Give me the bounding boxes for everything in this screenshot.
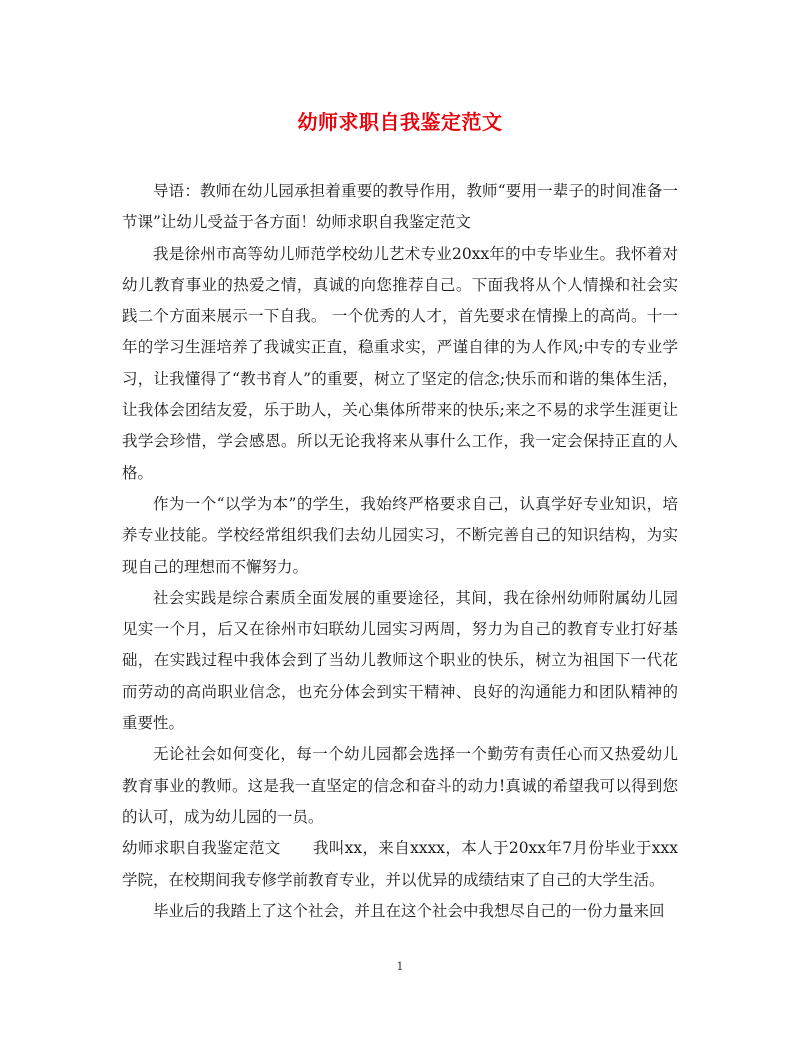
second-section-intro: 我叫xx，来自xxxx，本人于20xx年7月份毕业于xxx学院，在校期间我专修学前教育专业，并以优异的成绩结束了自己的大学生活。 [122, 839, 678, 889]
body-paragraph: 无论社会如何变化，每一个幼儿园都会选择一个勤劳有责任心而又热爱幼儿教育事业的教师。这是我一直坚定的信念和奋斗的动力!真诚的希望我可以得到您的认可，成为幼儿园的一员。 [122, 745, 678, 826]
body-paragraph: 毕业后的我踏上了这个社会，并且在这个社会中我想尽自己的一份力量来回 [153, 901, 665, 920]
document-body [122, 176, 678, 927]
second-section-paragraph [122, 833, 678, 896]
body-paragraph: 社会实践是综合素质全面发展的重要途径，其间，我在徐州幼师附属幼儿园见实一个月，后又在徐州市妇联幼儿园实习两周，努力为自己的教育专业打好基础，在实践过程中我体会到了当幼儿教师这个职业的快乐，树立为祖国下一代花而劳动的高尚职业信念，也充分体会到实干精神、良好的沟通能力和团队精神的重要性。 [122, 588, 678, 733]
page-number: 1 [396, 960, 404, 973]
intro-paragraph: 导语：教师在幼儿园承担着重要的教导作用，教师“要用一辈子的时间准备一节课”让幼儿受益于各方面！幼师求职自我鉴定范文 [122, 182, 678, 232]
body-paragraph: 我是徐州市高等幼儿师范学校幼儿艺术专业20xx年的中专毕业生。我怀着对幼儿教育事业的热爱之情，真诚的向您推荐自己。下面我将从个人情操和社会实践二个方面来展示一下自我。 一个优秀的人才，首先要求在情操上的高尚。十一年的学习生涯培养了我诚实正直，稳重求实，严谨自律的为人作风;中专的专业学习，让我懂得了“教书育人”的重要，树立了坚定的信念;快乐而和谐的集体生活，让我体会团结友爱，乐于助人，关心集体所带来的快乐;来之不易的求学生涯更让我学会珍惜，学会感恩。所以无论我将来从事什么工作，我一定会保持正直的人格。 [122, 244, 678, 482]
page-title: 幼师求职自我鉴定范文 [297, 110, 503, 134]
second-section-heading: 幼师求职自我鉴定范文 [122, 839, 281, 858]
body-paragraph: 作为一个“以学为本”的学生，我始终严格要求自己，认真学好专业知识，培养专业技能。学校经常组织我们去幼儿园实习，不断完善自己的知识结构，为实现自己的理想而不懈努力。 [122, 494, 678, 576]
